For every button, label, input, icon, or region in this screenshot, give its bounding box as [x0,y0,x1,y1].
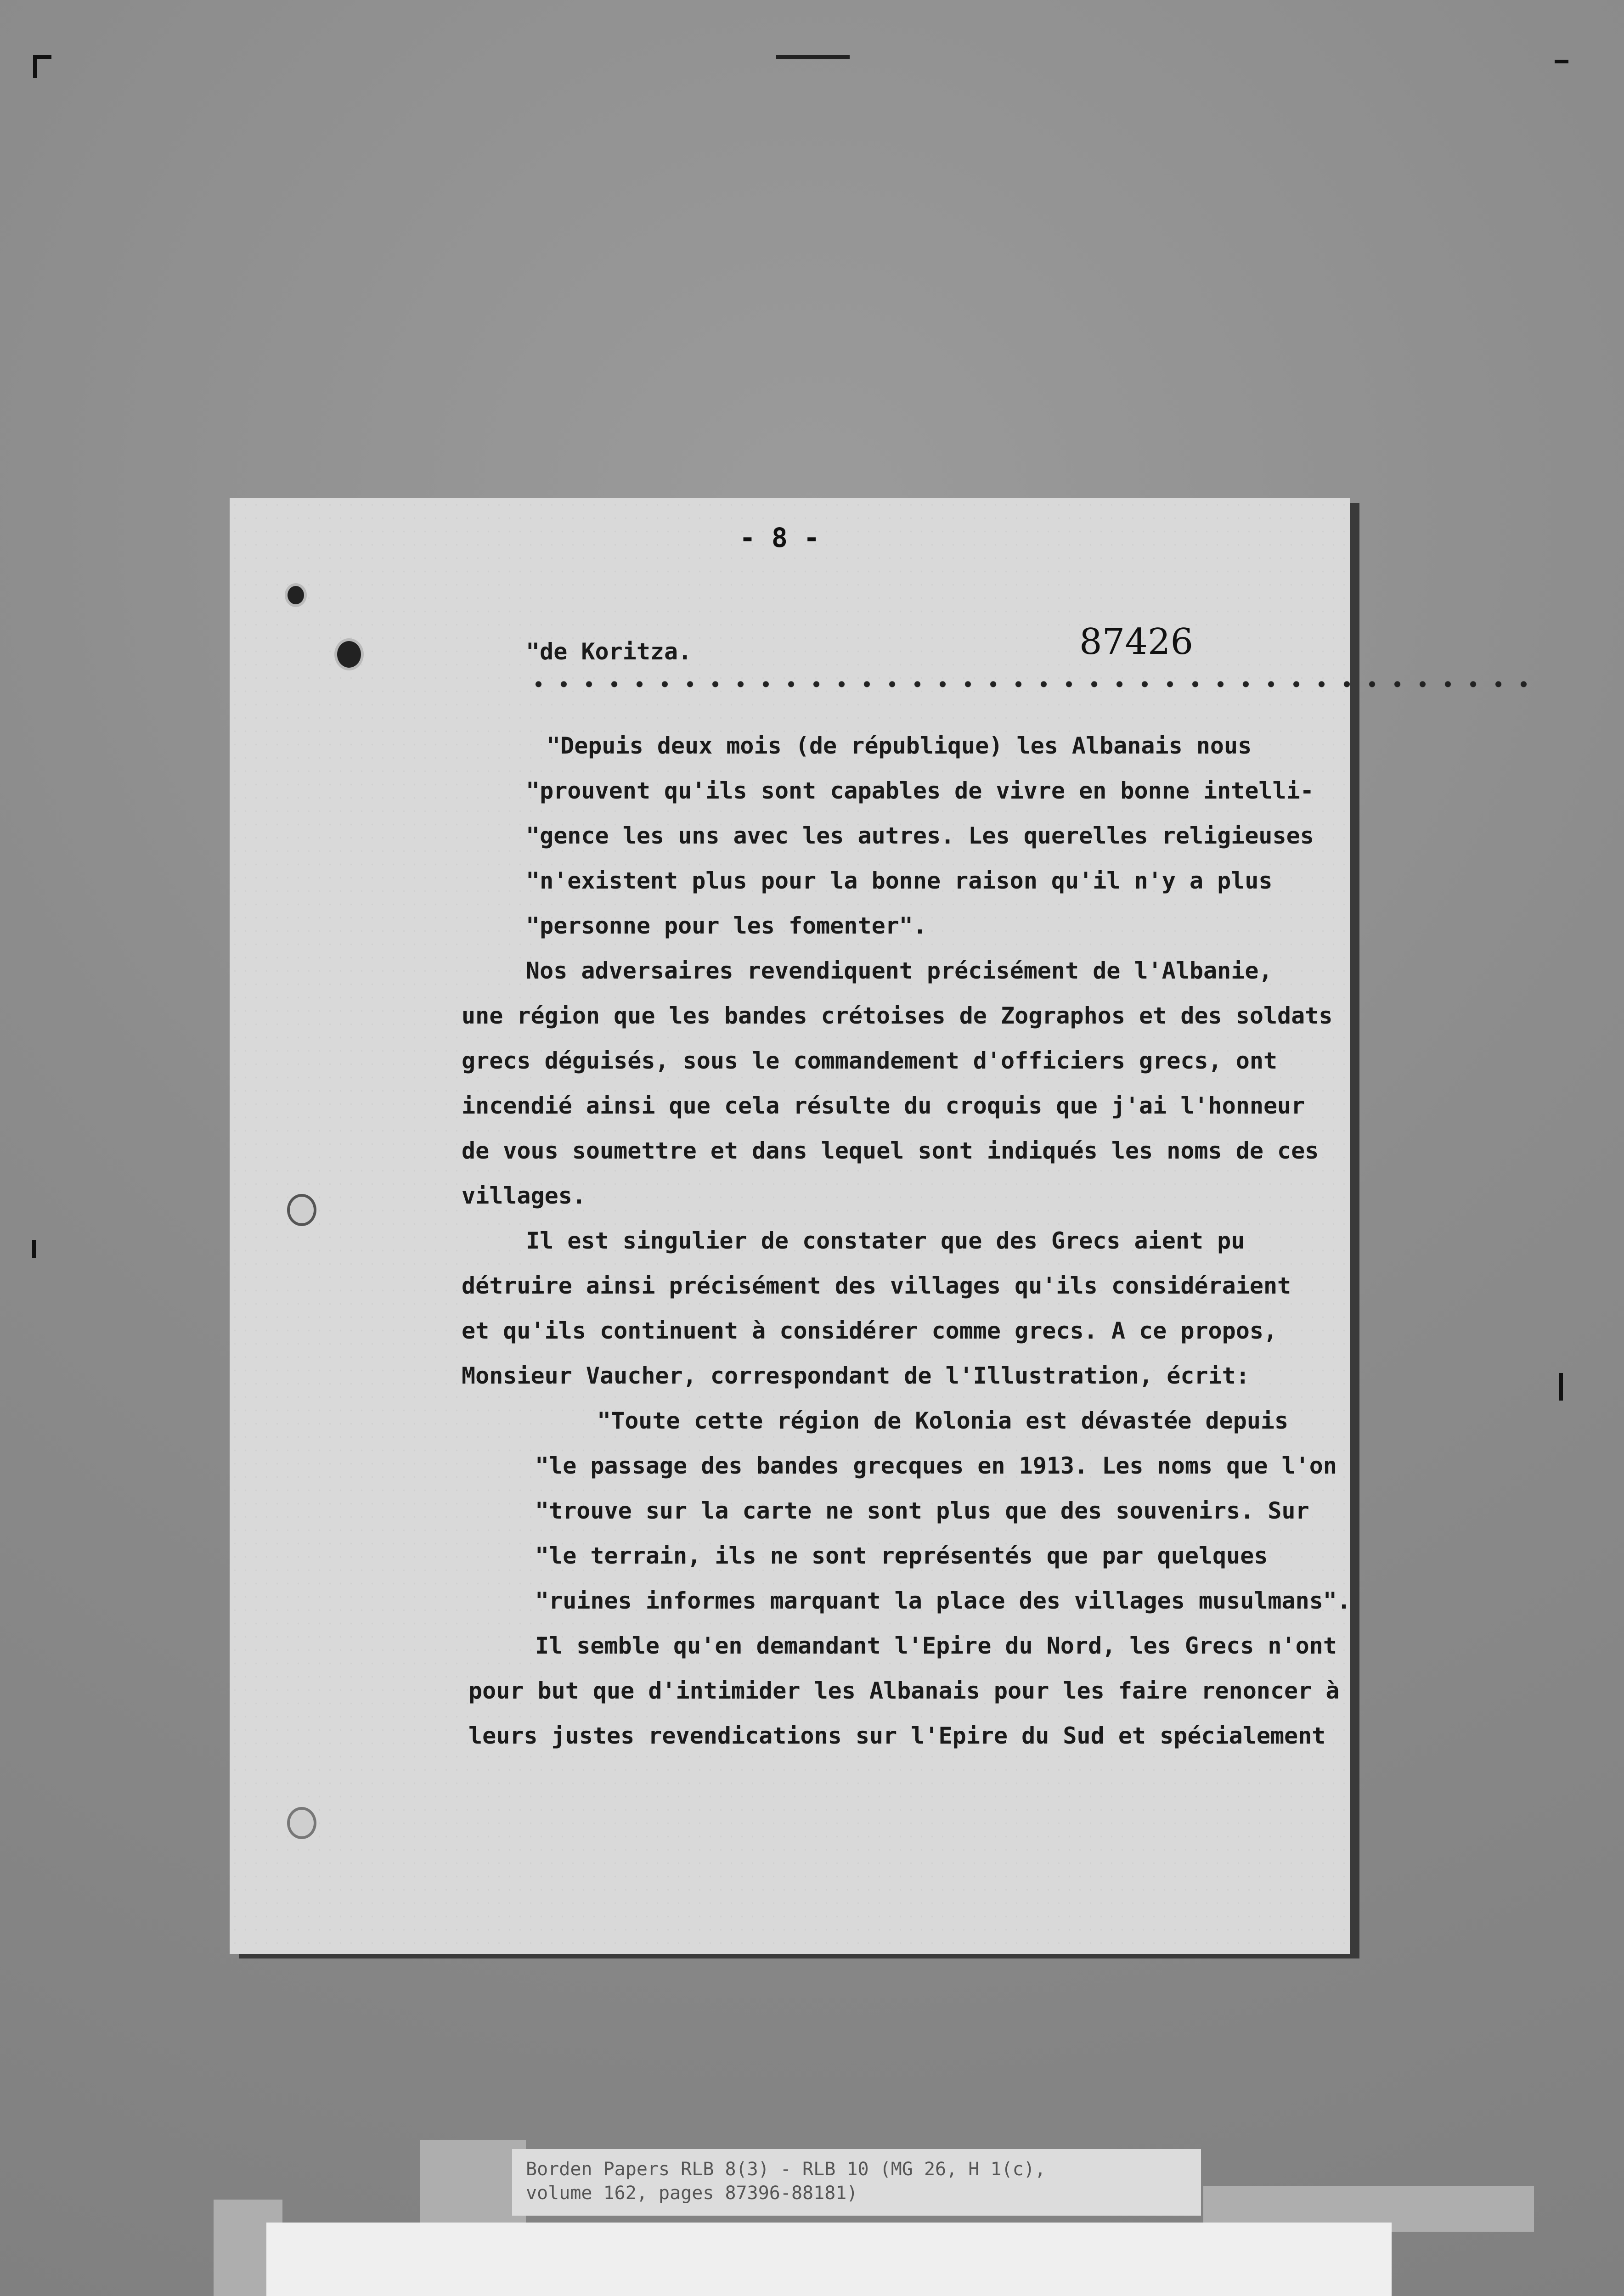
document-number: 87426 [1079,621,1194,663]
text-line: "Toute cette région de Kolonia est dévastée depuis [597,1407,1289,1434]
punch-hole-top [334,638,364,670]
punch-hole-middle [287,1194,316,1226]
text-line: "prouvent qu'ils sont capables de vivre en bonne intelli- [526,777,1314,804]
text-line: "de Koritza. [526,638,692,665]
punch-hole-upper-edge [285,583,307,607]
text-line: Il semble qu'en demandant l'Epire du Nord, les Grecs n'ont [535,1632,1337,1659]
corner-mark-left-edge [32,1240,36,1258]
text-line: "personne pour les fomenter". [526,912,927,939]
text-line: grecs déguisés, sous le commandement d'officiers grecs, ont [462,1047,1278,1074]
text-line: leurs justes revendications sur l'Epire du Sud et spécialement [468,1722,1326,1749]
archive-reference-line-2: volume 162, pages 87396-88181) [526,2183,858,2204]
corner-mark-right-edge [1559,1373,1563,1401]
text-line: et qu'ils continuent à considérer comme grecs. A ce propos, [462,1317,1278,1344]
archive-reference-label [512,2149,1201,2216]
text-line: de vous soumettre et dans lequel sont indiqués les noms de ces [462,1137,1319,1164]
text-line: "trouve sur la carte ne sont plus que des souvenirs. Sur [535,1497,1309,1524]
text-line: une région que les bandes crétoises de Zographos et des soldats [462,1002,1333,1029]
text-line: "ruines informes marquant la place des villages musulmans". [535,1587,1351,1614]
text-line: incendié ainsi que cela résulte du croquis que j'ai l'honneur [462,1092,1305,1119]
tape-strip [420,2140,526,2232]
text-line: détruire ainsi précisément des villages qu'ils considéraient [462,1272,1291,1299]
archive-card [266,2223,1392,2296]
text-line: "le terrain, ils ne sont représentés que par quelques [535,1542,1268,1569]
text-line: "gence les uns avec les autres. Les querelles religieuses [526,822,1314,849]
archive-reference-line-1: Borden Papers RLB 8(3) - RLB 10 (MG 26, H 1(c), [526,2159,1046,2180]
corner-mark-top-right [1555,60,1568,63]
text-line: Nos adversaires revendiquent précisément de l'Albanie, [526,957,1273,984]
text-line: villages. [462,1182,586,1209]
document-sheet [230,498,1350,1954]
text-line: "Depuis deux mois (de république) les Albanais nous [547,732,1252,759]
top-rule [776,55,850,59]
page-number: - 8 - [739,522,820,553]
text-line: pour but que d'intimider les Albanais pour les faire renoncer à [468,1677,1340,1704]
text-line: Il est singulier de constater que des Grecs aient pu [526,1227,1245,1254]
corner-mark-top-left-h [33,55,51,59]
text-line: "n'existent plus pour la bonne raison qu'il n'y a plus [526,867,1273,894]
punch-hole-bottom [287,1807,316,1839]
text-line: Monsieur Vaucher, correspondant de l'Illustration, écrit: [462,1362,1250,1389]
text-line: "le passage des bandes grecques en 1913. Les noms que l'on [535,1452,1337,1479]
dotted-separator [526,680,1536,689]
